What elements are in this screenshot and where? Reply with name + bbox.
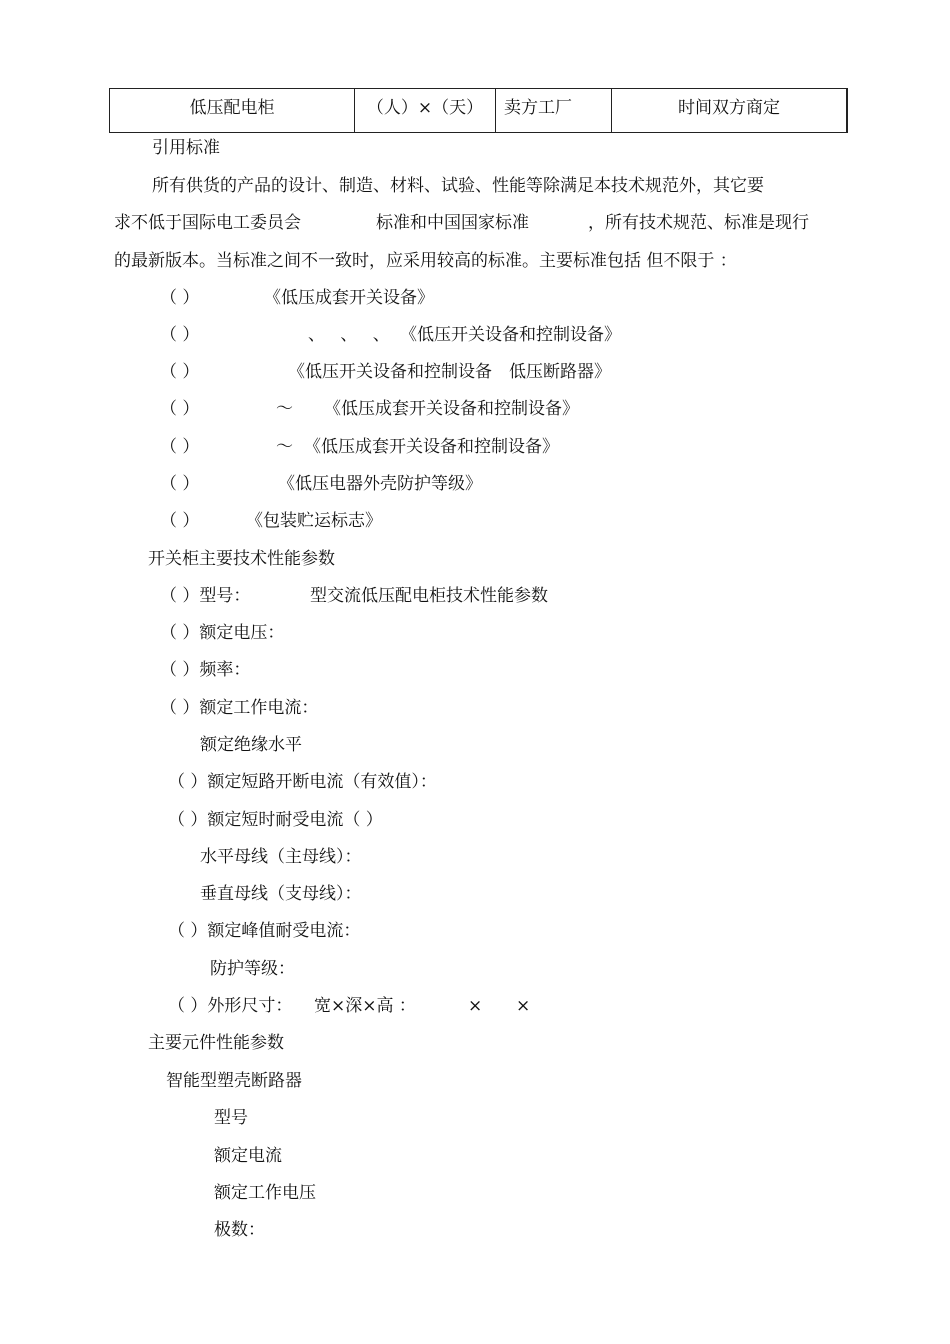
breaker-model: 型号 bbox=[214, 1108, 248, 1128]
param-horizontal-bus: 水平母线（主母线）： bbox=[200, 847, 362, 867]
param-insulation: 额定绝缘水平 bbox=[200, 735, 302, 755]
standard-item-prefix: 、 、 、 bbox=[308, 325, 390, 345]
param-dimension-value: 宽×深×高 ： bbox=[314, 996, 416, 1016]
standard-item-title: 《低压开关设备和控制设备》 bbox=[400, 325, 621, 345]
paragraph-line-1: 所有供货的产品的设计、制造、材料、试验、性能等除满足本技术规范外，其它要 bbox=[152, 176, 764, 196]
standard-item-prefix: ～ bbox=[276, 399, 293, 419]
param-short-withstand: （ ）额定短时耐受电流（ ） bbox=[168, 810, 383, 830]
table-cell-manpower: （人）×（天） bbox=[355, 89, 496, 133]
paragraph-line-2c: ，所有技术规范、标准是现行 bbox=[588, 213, 809, 233]
param-short-break: （ ）额定短路开断电流（有效值）： bbox=[168, 772, 437, 792]
paragraph-line-2a: 求不低于国际电工委员会 bbox=[114, 213, 301, 233]
standard-item-paren: （ ） bbox=[160, 511, 200, 531]
standard-item-paren: （ ） bbox=[160, 437, 200, 457]
param-peak-withstand: （ ）额定峰值耐受电流： bbox=[168, 921, 361, 941]
standard-item-paren: （ ） bbox=[160, 362, 200, 382]
standard-item-title: 《低压成套开关设备》 bbox=[264, 288, 434, 308]
paragraph-line-2b: 标准和中国国家标准 bbox=[376, 213, 529, 233]
standard-item-paren: （ ） bbox=[160, 399, 200, 419]
table-row bbox=[110, 89, 848, 133]
param-protection: 防护等级： bbox=[210, 959, 295, 979]
param-frequency: （ ）频率： bbox=[160, 660, 251, 680]
section-heading-standards: 引用标准 bbox=[152, 138, 220, 158]
standard-item-title: 《低压电器外壳防护等级》 bbox=[278, 474, 482, 494]
param-dimension-label: （ ）外形尺寸： bbox=[168, 996, 293, 1016]
standard-item-title: 《包装贮运标志》 bbox=[246, 511, 382, 531]
section-heading-components: 主要元件性能参数 bbox=[148, 1033, 284, 1053]
standard-item-title: 《低压成套开关设备和控制设备》 bbox=[324, 399, 579, 419]
table-cell-location: 卖方工厂 bbox=[496, 89, 612, 133]
param-rated-current: （ ）额定工作电流： bbox=[160, 698, 319, 718]
breaker-rated-voltage: 额定工作电压 bbox=[214, 1183, 316, 1203]
paragraph-line-3: 的最新版本。当标准之间不一致时，应采用较高的标准。主要标准包括 但不限于 ： bbox=[114, 251, 737, 271]
param-dimension-times-1: × bbox=[468, 996, 483, 1016]
header-table bbox=[109, 88, 848, 133]
standard-item-paren: （ ） bbox=[160, 325, 200, 345]
breaker-title: 智能型塑壳断路器 bbox=[166, 1071, 302, 1091]
standard-item-paren: （ ） bbox=[160, 288, 200, 308]
param-dimension-times-2: × bbox=[516, 996, 531, 1016]
param-vertical-bus: 垂直母线（支母线）： bbox=[200, 884, 362, 904]
param-model-value: 型交流低压配电柜技术性能参数 bbox=[310, 586, 548, 606]
table-cell-time: 时间双方商定 bbox=[612, 89, 848, 133]
standard-item-prefix: ～ bbox=[276, 437, 293, 457]
standard-item-title: 《低压成套开关设备和控制设备》 bbox=[304, 437, 559, 457]
breaker-rated-current: 额定电流 bbox=[214, 1146, 282, 1166]
table-cell-equipment: 低压配电柜 bbox=[110, 89, 355, 133]
param-rated-voltage: （ ）额定电压： bbox=[160, 623, 285, 643]
param-model-label: （ ）型号： bbox=[160, 586, 251, 606]
standard-item-paren: （ ） bbox=[160, 474, 200, 494]
breaker-poles: 极数： bbox=[214, 1220, 265, 1240]
section-heading-params: 开关柜主要技术性能参数 bbox=[148, 549, 335, 569]
standard-item-title: 《低压开关设备和控制设备 低压断路器》 bbox=[288, 362, 611, 382]
